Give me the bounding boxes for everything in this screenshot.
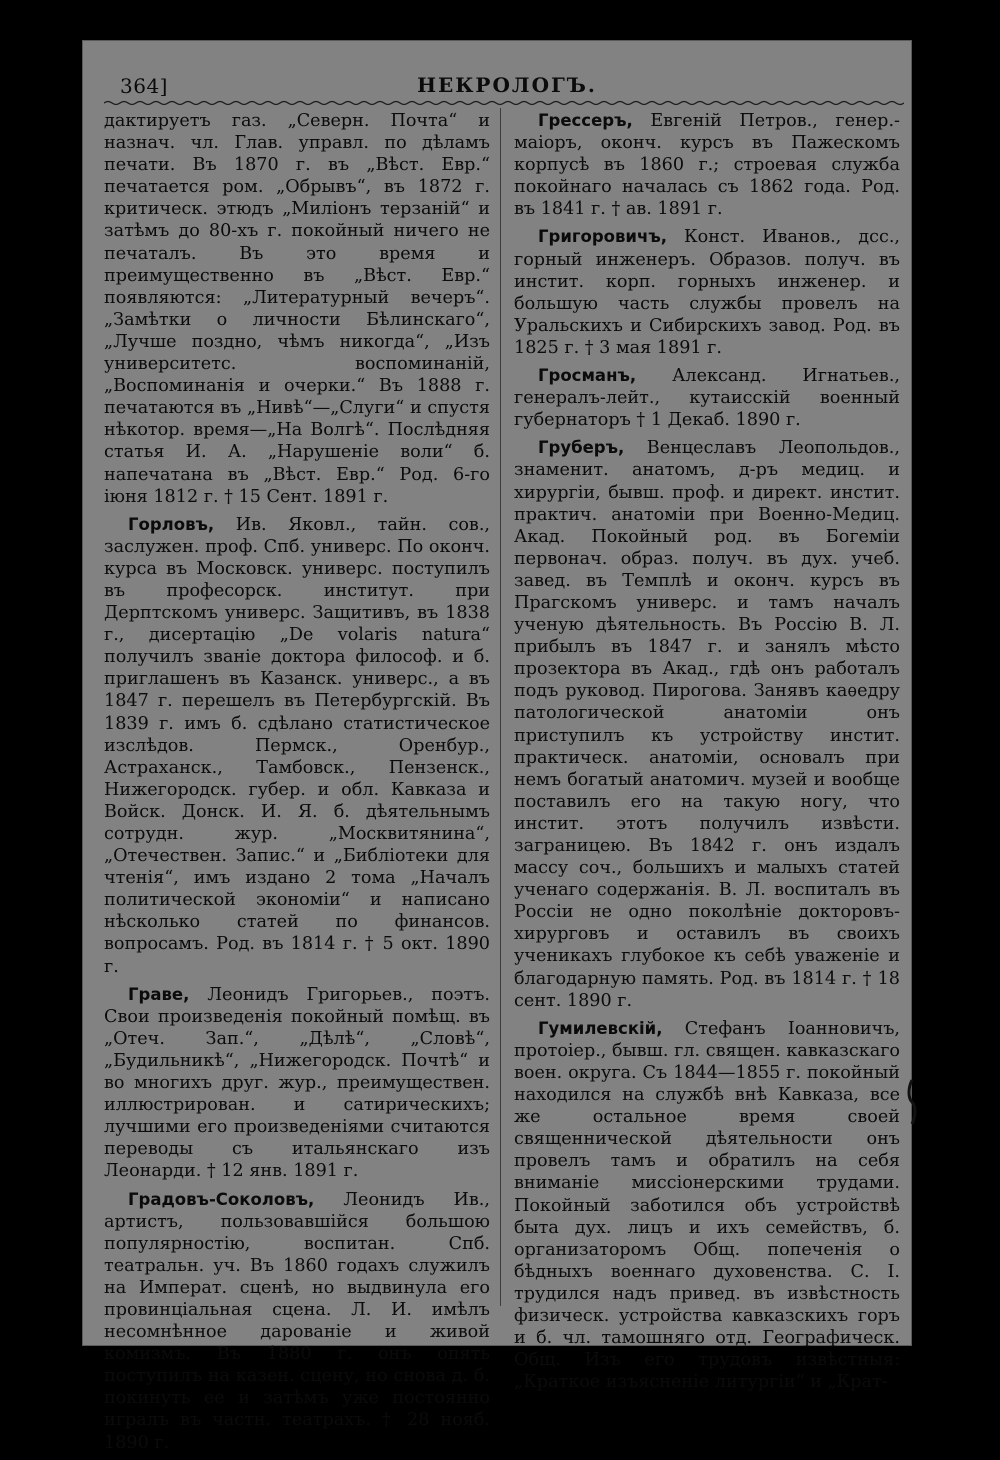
entry-name: Граве,	[128, 984, 190, 1004]
obituary-entry	[104, 984, 490, 1183]
entry-name: Груберъ,	[538, 438, 625, 458]
entry-name: Градовъ-Соколовъ,	[128, 1189, 315, 1209]
column-divider	[500, 108, 501, 1306]
entry-name: Григоровичъ,	[538, 227, 667, 247]
entry-text: Ив. Яковл., тайн. сов., заслужен. проф. Спб. универс. По оконч. курса въ Московск. универс. поступилъ въ професорск. институт. при Дерптскомъ универс. Защитивъ, въ 1838 г., дисертацію „De volaris natura“ получилъ званіе доктора философ. и б. приглашенъ въ Казанск. универс., а въ 1847 г. перешелъ въ Петербургскій. Въ 1839 г. имъ б. сдѣлано статистическое изслѣдов. Пермск., Оренбур., Астраханск., Тамбовск., Пензенск., Нижегородск. губер. и обл. Кавказа и Войск. Донск. И. Я. б. дѣятельнымъ сотрудн. жур. „Москвитянина“, „Отечествен. Запис.“ и „Библіотеки для чтенія“, имъ издано 2 тома „Началъ политической экономіи“ и написано нѣсколько статей по финансов. вопросамъ. Род. въ 1814 г. † 5 окт. 1890 г.	[104, 514, 490, 977]
margin-bracket-mark	[905, 1078, 919, 1126]
entry-text: Леонидъ Ив., артистъ, пользовавшійся большою популярностію, воспитан. Спб. театральн. уч. Въ 1860 годахъ служилъ на Императ. сценѣ, но выдвинула его провинціальная сцена. Л. И. имѣлъ несомнѣнное дарованіе и живой комизмъ. Въ 1880 г. онъ опять поступилъ на казен. сцену, но снова д. б. покинуть ее и затѣмъ уже постоянно игралъ въ частн. театрахъ. † 28 нояб. 1890 г.	[104, 1189, 490, 1453]
entry-text: Евгеній Петров., генер.-маіоръ, оконч. курсъ въ Пажескомъ корпусѣ въ 1860 г.; строевая служба покойнаго началась съ 1862 года. Род. въ 1841 г. † ав. 1891 г.	[514, 111, 900, 220]
entry-name: Горловъ,	[128, 514, 215, 534]
entry-name: Гумилевскій,	[538, 1018, 663, 1038]
obituary-entry	[514, 1018, 900, 1394]
entry-name: Грессеръ,	[538, 111, 633, 130]
obituary-entry	[104, 110, 490, 508]
obituary-entry	[514, 110, 900, 220]
running-head: НЕКРОЛОГЪ.	[417, 73, 597, 97]
right-column	[514, 110, 900, 1399]
entry-text: Венцеславъ Леопольдов., знаменит. анатомъ, д-ръ медиц. и хирургіи, бывш. проф. и директ. инстит. практич. анатоміи при Военно-Медиц. Акад. Покойный род. въ Богеміи первонач. образ. получ. въ дух. учеб. завед. въ Темплѣ и оконч. курсъ въ Прагскомъ универс. и тамъ началъ ученую дѣятельность. Въ Россію В. Л. прибылъ въ 1847 г. и занялъ мѣсто прозектора въ Акад., гдѣ онъ работалъ подъ руковод. Пирогова. Занявъ каѳедру патологической анатоміи онъ приступилъ къ устройству инстит. практическ. анатоміи, основалъ при немъ богатый анатомич. музей и вообще поставилъ его на такую ногу, что инстит. этотъ получилъ извѣсти. заграницею. Въ 1842 г. онъ издалъ массу соч., большихъ и малыхъ статей ученаго содержанія. В. Л. воспиталъ въ Россіи не одно поколѣніе докторовъ-хирурговъ и оставилъ въ своихъ ученикахъ глубокое къ себѣ уваженіе и благодарную память. Род. въ 1814 г. † 18 сент. 1890 г.	[514, 438, 900, 1011]
entry-text: дактируетъ газ. „Северн. Почта“ и назнач. чл. Глав. управл. по дѣламъ печати. Въ 1870 г. въ „Вѣст. Евр.“ печатается ром. „Обрывъ“, въ 1872 г. критическ. этюдъ „Миліонъ терзаній“ и затѣмъ до 80-хъ г. покойный ничего не печаталъ. Въ это время и преимущественно въ „Вѣст. Евр.“ появляются: „Литературный вечеръ“. „Замѣтки о личности Бѣлинскаго“, „Лучше поздно, чѣмъ никогда“, „Изъ университетс. воспоминаній, „Воспоминанія и очерки.“ Въ 1888 г. печатаются въ „Нивѣ“—„Слуги“ и спустя нѣкотор. время—„На Волгѣ“. Послѣдняя статья И. А. „Нарушеніе воли“ б. напечатана въ „Вѣст. Евр.“ Род. 6-го іюня 1812 г. † 15 Сент. 1891 г.	[104, 111, 490, 507]
ornamental-rule	[104, 100, 904, 106]
left-column	[104, 110, 490, 1460]
obituary-entry	[514, 437, 900, 1011]
entry-name: Гросманъ,	[538, 366, 637, 386]
entry-text: Стефанъ Іоанновичъ, протоіер., бывш. гл. священ. кавказскаго воен. округа. Съ 1844—1855 г. покойный находился на службѣ внѣ Кавказа, все же остальное время своей священнической дѣятельности онъ провелъ тамъ и обратилъ на себя вниманіе миссіонерскими трудами. Покойный заботился объ устройствѣ быта дух. лицъ и ихъ семействъ, б. организаторомъ Общ. попеченія о бѣдныхъ военнаго духовенства. С. І. трудился надъ привед. въ извѣстность физическ. устройства кавказскихъ горъ и б. чл. тамошняго отд. Географическ. Общ. Изъ его трудовъ извѣстныя: „Краткое изъясненіе литургіи“ и „Крат-	[514, 1018, 900, 1393]
obituary-entry	[514, 365, 900, 431]
page-number: 364]	[120, 74, 168, 98]
obituary-entry	[514, 226, 900, 359]
obituary-entry	[104, 514, 490, 978]
entry-text: Александ. Игнатьев., генералъ-лейт., кутаисскій военный губернаторъ † 1 Декаб. 1890 г.	[514, 366, 901, 431]
entry-text: Леонидъ Григорьев., поэтъ. Свои произведенія покойный помѣщ. въ „Отеч. Зап.“, „Дѣлѣ“, „Словѣ“, „Будильникѣ“, „Нижегородск. Почтѣ“ и во многихъ друг. жур., преимуществен. иллюстрирован. и сатирическихъ; лучшими его произведеніями считаются переводы съ итальянскаго изъ Леонарди. † 12 янв. 1891 г.	[104, 984, 490, 1182]
obituary-entry	[104, 1189, 490, 1454]
entry-text: Конст. Иванов., дсс., горный инженеръ. Образов. получ. въ инстит. корп. горныхъ инженер. и большую часть службы провелъ на Уральскихъ и Сибирскихъ завод. Род. въ 1825 г. † 3 мая 1891 г.	[514, 227, 901, 358]
document-page	[82, 40, 912, 1453]
